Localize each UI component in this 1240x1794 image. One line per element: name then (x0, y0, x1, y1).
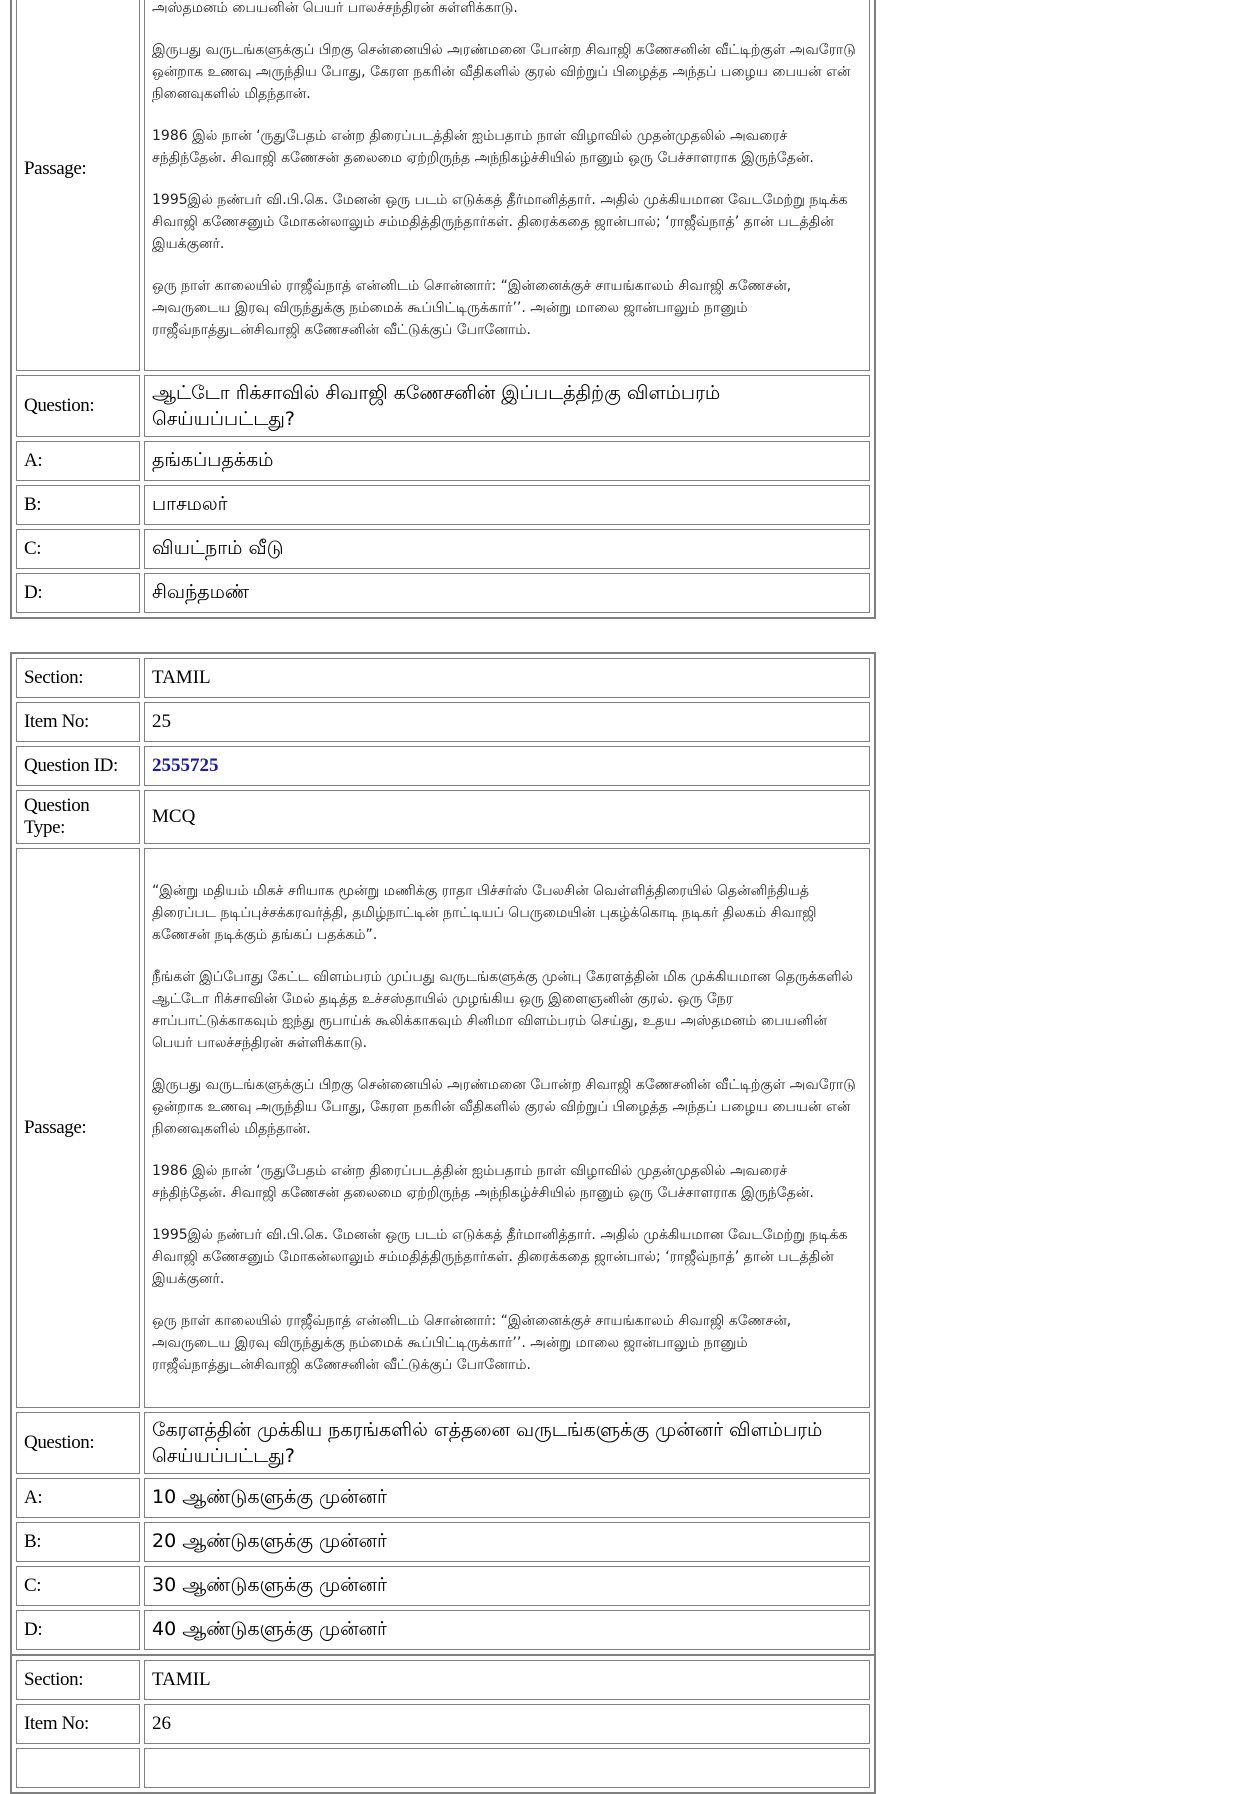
option-row-c (16, 529, 870, 569)
passage-row (16, 0, 870, 371)
option-row-a (16, 441, 870, 481)
item-no-row (16, 702, 870, 742)
question-id-row (16, 746, 870, 786)
item-no-label: Item No: (16, 702, 140, 742)
question-label: Question: (16, 375, 140, 437)
option-d-label: D: (16, 1610, 140, 1650)
section-label: Section: (16, 658, 140, 698)
option-a-label: A: (16, 441, 140, 481)
passage-paragraph: அஸ்தமனம் பையனின் பெயர் பாலச்சந்திரன் சுள்ளிக்காடு. (152, 0, 518, 16)
passage-paragraph: 1995இல் நண்பர் வி.பி.கெ. மேனன் ஒரு படம் எடுக்கத் தீர்மானித்தார். அதில் முக்கியமான வேடமேற்று நடிக்க சிவாஜி கணேசனும் மோகன்லாலும் சம்மதித்திருந்தார்கள். திரைக்கதை ஜான்பால்; ‘ராஜீவ்நாத்’ தான் படத்தின் இயக்குனர். (152, 1227, 848, 1287)
option-d-label: D: (16, 573, 140, 613)
option-d-text: சிவந்தமண் (144, 573, 870, 613)
option-row-b (16, 1522, 870, 1562)
passage-paragraph: ஒரு நாள் காலையில் ராஜீவ்நாத் என்னிடம் சொன்னார்: “இன்னைக்குச் சாயங்காலம் சிவாஜி கணேசன், அவருடைய இரவு விருந்துக்கு நம்மைக் கூப்பிட்டிருக்கார்’’. அன்று மாலை ஜான்பாலும் நானும் ராஜீவ்நாத்துடன்சிவாஜி கணேசனின் வீட்டுக்குப் போனோம். (152, 1313, 792, 1373)
question-block-26 (10, 1654, 876, 1794)
passage-paragraph: நீங்கள் இப்போது கேட்ட விளம்பரம் முப்பது வருடங்களுக்கு முன்பு கேரளத்தின் மிக முக்கியமான தெருக்களில் ஆட்டோ ரிக்சாவின் மேல் தடித்த உச்சஸ்தாயில் முழங்கிய ஒரு இளைஞனின் குரல். ஒரு நேர சாப்பாட்டுக்காகவும் ஐந்து ரூபாய்க் கூலிக்காகவும் சினிமா விளம்பரம் செய்து, உதய அஸ்தமனம் பையனின் பெயர் பாலச்சந்திரன் சுள்ளிக்காடு. (152, 969, 854, 1051)
passage-paragraph: 1986 இல் நான் ‘ருதுபேதம் என்ற திரைப்படத்தின் ஐம்பதாம் நாள் விழாவில் முதன்முதலில் அவரைச் சந்திந்தேன். சிவாஜி கணேசன் தலைமை ஏற்றிருந்த அந்நிகழ்ச்சியில் நானும் ஒரு பேச்சாளராக இருந்தேன். (152, 1163, 814, 1201)
question-block-24 (10, 0, 876, 619)
passage-label: Passage: (16, 0, 140, 371)
option-d-text: 40 ஆண்டுகளுக்கு முன்னர் (144, 1610, 870, 1650)
question-type-row (16, 790, 870, 844)
option-c-label: C: (16, 1566, 140, 1606)
item-no-value: 25 (144, 702, 870, 742)
item-no-row (16, 1704, 870, 1744)
passage-text (144, 848, 870, 1408)
item-no-label: Item No: (16, 1704, 140, 1744)
option-b-text: பாசமலர் (144, 485, 870, 525)
section-label: Section: (16, 1660, 140, 1700)
section-row (16, 658, 870, 698)
passage-paragraph: ஒரு நாள் காலையில் ராஜீவ்நாத் என்னிடம் சொன்னார்: “இன்னைக்குச் சாயங்காலம் சிவாஜி கணேசன், அவருடைய இரவு விருந்துக்கு நம்மைக் கூப்பிட்டிருக்கார்’’. அன்று மாலை ஜான்பாலும் நானும் ராஜீவ்நாத்துடன்சிவாஜி கணேசனின் வீட்டுக்குப் போனோம். (152, 277, 792, 338)
question-text: கேரளத்தின் முக்கிய நகரங்களில் எத்தனை வருடங்களுக்கு முன்னர் விளம்பரம் செய்யப்பட்டது? (144, 1412, 870, 1474)
option-a-label: A: (16, 1478, 140, 1518)
option-a-text: 10 ஆண்டுகளுக்கு முன்னர் (144, 1478, 870, 1518)
option-b-label: B: (16, 1522, 140, 1562)
passage-paragraph: “இன்று மதியம் மிகச் சரியாக மூன்று மணிக்கு ராதா பிச்சர்ஸ் பேலசின் வெள்ளித்திரையில் தென்னிந்தியத் திரைப்பட நடிப்புச்சக்கரவர்த்தி, தமிழ்நாட்டின் நாட்டியப் பெருமையின் புகழ்க்கொடி நடிகர் திலகம் சிவாஜி கணேசன் நடிக்கும் தங்கப் பதக்கம்”. (152, 883, 817, 943)
question-row (16, 1412, 870, 1474)
passage-paragraph: இருபது வருடங்களுக்குப் பிறகு சென்னையில் அரண்மனை போன்ற சிவாஜி கணேசனின் வீட்டிற்குள் அவரோடு ஒன்றாக உணவு அருந்திய போது, கேரள நகரின் வீதிகளில் குரல் விற்றுப் பிழைத்த அந்தப் பழைய பையன் என் நினைவுகளில் மிதந்தான். (152, 41, 856, 102)
option-c-text: 30 ஆண்டுகளுக்கு முன்னர் (144, 1566, 870, 1606)
option-row-d (16, 573, 870, 613)
next-row-label (16, 1748, 140, 1788)
passage-paragraph: இருபது வருடங்களுக்குப் பிறகு சென்னையில் அரண்மனை போன்ற சிவாஜி கணேசனின் வீட்டிற்குள் அவரோடு ஒன்றாக உணவு அருந்திய போது, கேரள நகரின் வீதிகளில் குரல் விற்றுப் பிழைத்த அந்தப் பழைய பையன் என் நினைவுகளில் மிதந்தான். (152, 1077, 856, 1137)
question-id-label: Question ID: (16, 746, 140, 786)
option-b-text: 20 ஆண்டுகளுக்கு முன்னர் (144, 1522, 870, 1562)
passage-paragraph: 1995இல் நண்பர் வி.பி.கெ. மேனன் ஒரு படம் எடுக்கத் தீர்மானித்தார். அதில் முக்கியமான வேடமேற்று நடிக்க சிவாஜி கணேசனும் மோகன்லாலும் சம்மதித்திருந்தார்கள். திரைக்கதை ஜான்பால்; ‘ராஜீவ்நாத்’ தான் படத்தின் இயக்குனர். (152, 191, 848, 252)
item-no-value: 26 (144, 1704, 870, 1744)
option-b-label: B: (16, 485, 140, 525)
passage-label: Passage: (16, 848, 140, 1408)
next-row-partial (16, 1748, 870, 1788)
option-row-d (16, 1610, 870, 1650)
passage-row (16, 848, 870, 1408)
section-row (16, 1660, 870, 1700)
passage-text (144, 0, 870, 371)
passage-paragraph: 1986 இல் நான் ‘ருதுபேதம் என்ற திரைப்படத்தின் ஐம்பதாம் நாள் விழாவில் முதன்முதலில் அவரைச் சந்திந்தேன். சிவாஜி கணேசன் தலைமை ஏற்றிருந்த அந்நிகழ்ச்சியில் நானும் ஒரு பேச்சாளராக இருந்தேன். (152, 127, 814, 166)
option-row-a (16, 1478, 870, 1518)
question-type-value: MCQ (144, 790, 870, 844)
question-label: Question: (16, 1412, 140, 1474)
question-row (16, 375, 870, 437)
option-a-text: தங்கப்பதக்கம் (144, 441, 870, 481)
option-row-b (16, 485, 870, 525)
option-c-text: வியட்நாம் வீடு (144, 529, 870, 569)
question-text: ஆட்டோ ரிக்சாவில் சிவாஜி கணேசனின் இப்படத்திற்கு விளம்பரம் செய்யப்பட்டது? (144, 375, 870, 437)
question-id-value: 2555725 (144, 746, 870, 786)
question-block-25 (10, 652, 876, 1656)
next-row-value (144, 1748, 870, 1788)
section-value: TAMIL (144, 1660, 870, 1700)
question-type-label: Question Type: (16, 790, 140, 844)
option-row-c (16, 1566, 870, 1606)
option-c-label: C: (16, 529, 140, 569)
section-value: TAMIL (144, 658, 870, 698)
